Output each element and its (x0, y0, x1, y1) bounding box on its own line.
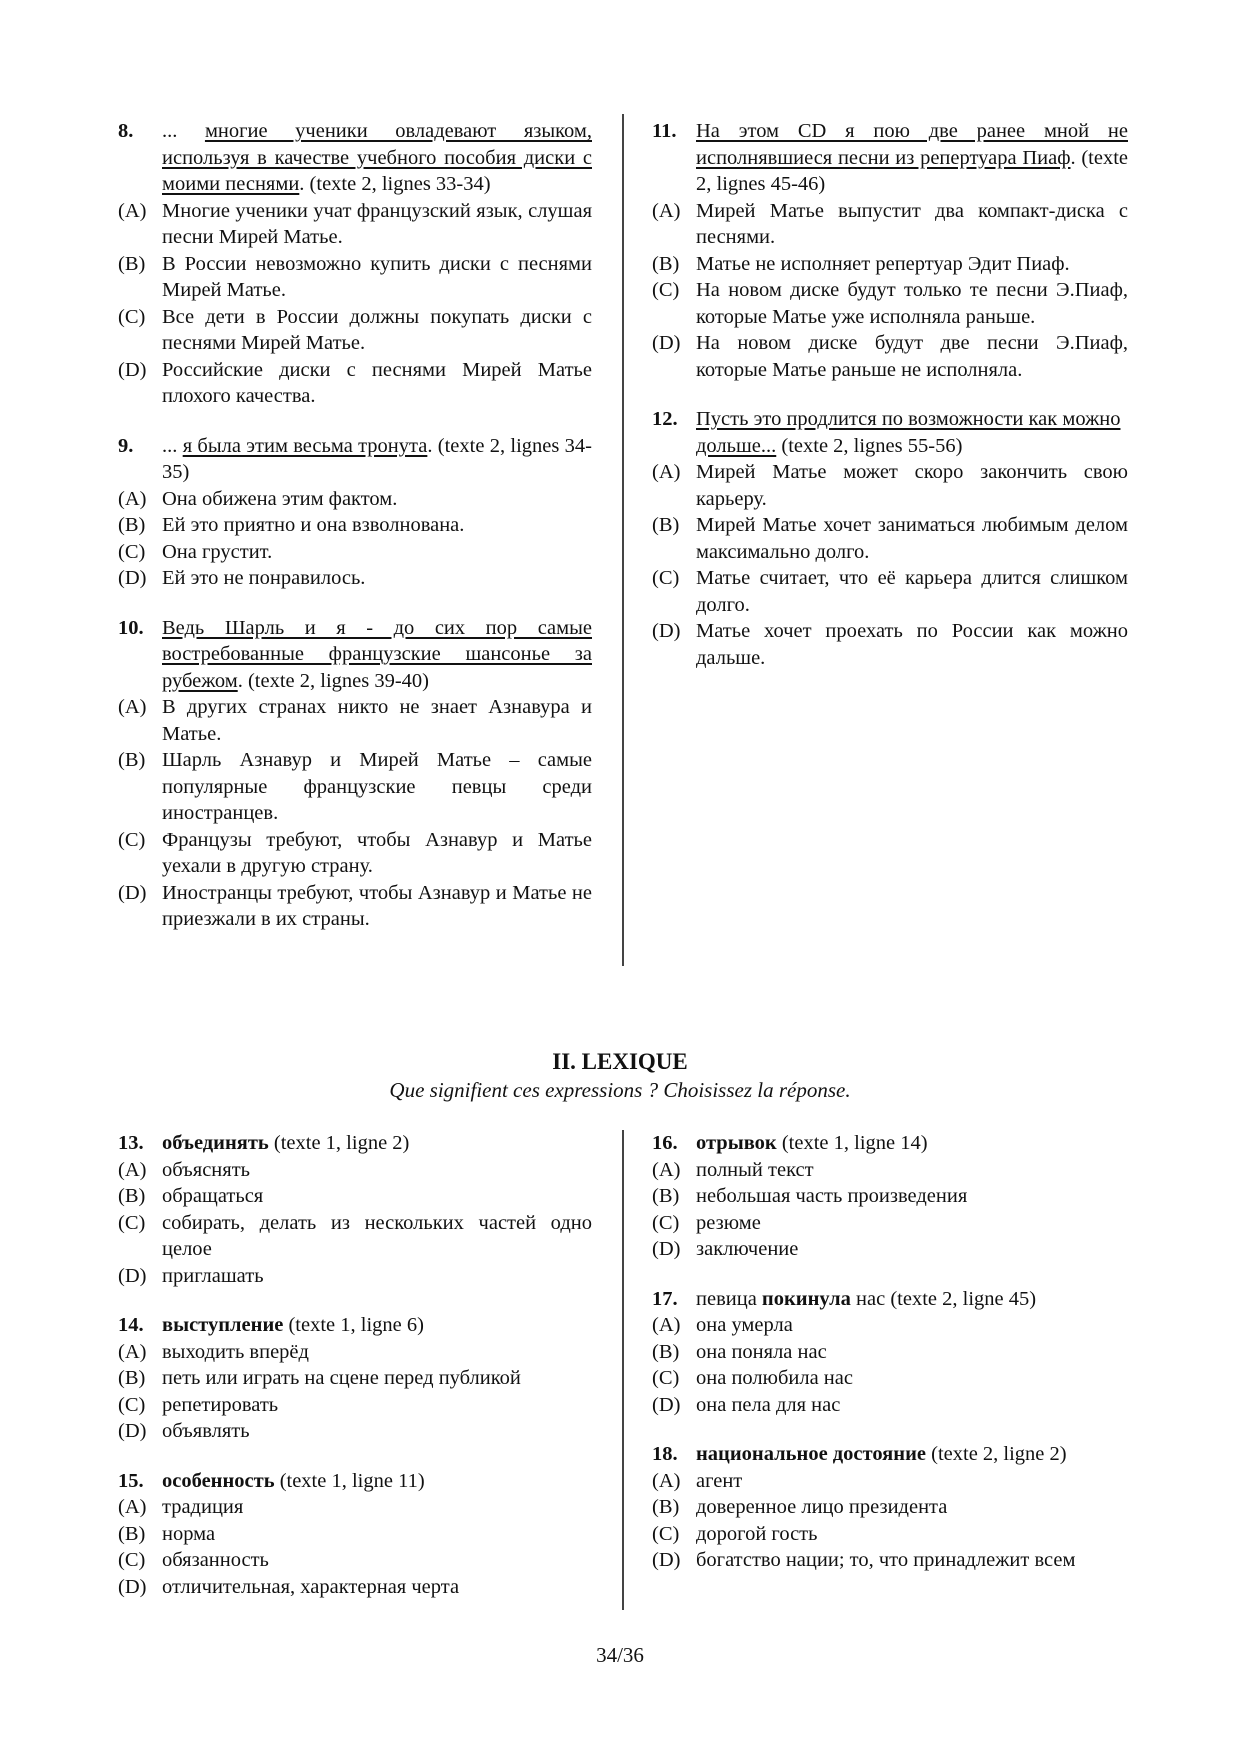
answer-option-a: (A) Мирей Матье выпустит два компакт-диска с песнями. (652, 199, 1128, 248)
answer-option-d: (D) Ей это не понравилось. (118, 567, 366, 589)
question-8: 8. ... многие ученики овладевают языком, используя в качестве учебного пособия диски с моими песнями. (texte 2, lignes 33-34) (A) Многие ученики учат французский язык, слушая песни Мирей Матье. (B) В России невозможно купить диски с песнями Мирей Матье. (C) Все дети в России должны покупать диски с песнями Мирей Матье. (D) Российские диски с песнями Мирей Матье плохого качества. (118, 118, 592, 410)
answer-option-d: (D) она пела для нас (652, 1393, 841, 1416)
part1-left-column (118, 118, 592, 956)
vocabulary-term: особенность (162, 1469, 275, 1492)
answer-option-b: (B) она поняла нас (652, 1340, 827, 1363)
question-9: 9. ... я была этим весьма тронута. (texte 2, lignes 34-35) (A) Она обижена этим фактом. (B) Ей это приятно и она взволнована. (C) Она грустит. (D) Ей это не понравилось. (118, 433, 592, 592)
answer-option-a: (A) она умерла (652, 1314, 793, 1336)
answer-option-a: (A) полный текст (652, 1158, 814, 1181)
column-divider (622, 1130, 624, 1610)
answer-option-a: (A) объяснять (118, 1158, 251, 1181)
question-number: 17. (652, 1287, 678, 1310)
question-13: 13. объединять (texte 1, ligne 2) (A) объяснять (B) обращаться (C) собирать, делать из нескольких частей одно целое (D) приглашать (118, 1130, 592, 1289)
section-instructions: Que signifient ces expressions ? Choisissez la réponse. (389, 1078, 851, 1102)
vocabulary-term: отрывок (696, 1132, 777, 1154)
answer-option-b: (B) Шарль Азнавур и Мирей Матье – самые популярные французские певцы среди иностранцев. (118, 749, 592, 824)
quoted-excerpt: многие ученики овладевают языком, используя в качестве учебного пособия диски с моими песнями (162, 120, 592, 195)
answer-option-b: (B) Ей это приятно и она взволнована. (118, 514, 465, 536)
answer-option-a: (A) В других странах никто не знает Азнавура и Матье. (118, 696, 592, 745)
vocabulary-term: национальное достояние (696, 1443, 926, 1465)
question-16: 16. отрывок (texte 1, ligne 14) (A) полный текст (B) небольшая часть произведения (C) резюме (D) заключение (652, 1130, 1128, 1263)
question-number: 15. (118, 1469, 144, 1492)
vocabulary-term: выступление (162, 1314, 284, 1336)
answer-option-c: (C) собирать, делать из нескольких частей одно целое (118, 1211, 592, 1260)
answer-option-b: (B) норма (118, 1522, 216, 1545)
answer-option-d: (D) объявлять (118, 1420, 250, 1442)
answer-option-d: (D) богатство нации; то, что принадлежит всем (652, 1549, 1076, 1571)
part2-left-column (118, 1130, 592, 1623)
vocabulary-term: покинула (761, 1287, 851, 1310)
section-title: II. LEXIQUE (552, 1049, 688, 1074)
question-number: 13. (118, 1132, 144, 1154)
part1-right-column (652, 118, 1128, 694)
question-number: 18. (652, 1443, 678, 1465)
vocabulary-term: объединять (162, 1132, 269, 1154)
answer-option-c: (C) Она грустит. (118, 540, 273, 563)
answer-option-b: (B) доверенное лицо президента (652, 1496, 948, 1518)
question-10: 10. Ведь Шарль и я - до сих пор самые востребованные французские шансонье за рубежом. (texte 2, lignes 39-40) (A) В других странах никто не знает Азнавура и Матье. (B) Шарль Азнавур и Мирей Матье – самые популярные французские певцы среди иностранцев. (C) Французы требуют, чтобы Азнавур и Матье уехали в другую страну. (D) Иностранцы требуют, чтобы Азнавур и Матье не приезжали в их страны. (118, 615, 592, 933)
question-18: 18. национальное достояние (texte 2, ligne 2) (A) агент (B) доверенное лицо президента (C) дорогой гость (D) богатство нации; то, что принадлежит всем (652, 1441, 1128, 1574)
part2-right-column (652, 1130, 1128, 1597)
question-number: 9. (118, 434, 134, 457)
answer-option-c: (C) она полюбила нас (652, 1367, 853, 1389)
answer-option-b: (B) Матье не исполняет репертуар Эдит Пиаф. (652, 252, 1070, 275)
answer-option-a: (A) выходить вперёд (118, 1340, 309, 1363)
question-number: 14. (118, 1314, 144, 1336)
question-17: 17. певица покинула нас (texte 2, ligne 45) (A) она умерла (B) она поняла нас (C) она полюбила нас (D) она пела для нас (652, 1286, 1128, 1419)
question-number: 10. (118, 616, 144, 639)
question-11: 11. На этом CD я пою две ранее мной не исполнявшиеся песни из репертуара Пиаф. (texte 2, lignes 45-46) (A) Мирей Матье выпустит два компакт-диска с песнями. (B) Матье не исполняет репертуар Эдит Пиаф. (C) На новом диске будут только те песни Э.Пиаф, которые Матье уже исполняла раньше. (D) На новом диске будут две песни Э.Пиаф, которые Матье раньше не исполняла. (652, 118, 1128, 383)
question-number: 8. (118, 120, 134, 142)
quoted-excerpt: На этом CD я пою две ранее мной не исполнявшиеся песни из репертуара Пиаф (696, 120, 1128, 169)
answer-option-a: (A) Она обижена этим фактом. (118, 487, 398, 510)
column-divider (622, 114, 624, 966)
answer-option-b: (B) Мирей Матье хочет заниматься любимым делом максимально долго. (652, 514, 1128, 563)
answer-option-d: (D) Матье хочет проехать по России как можно дальше. (652, 620, 1128, 669)
quoted-excerpt: я была этим весьма тронута (182, 434, 428, 457)
page-number: 34/36 (596, 1643, 644, 1667)
answer-option-c: (C) Французы требуют, чтобы Азнавур и Матье уехали в другую страну. (118, 828, 592, 877)
answer-option-d: (D) приглашать (118, 1264, 264, 1287)
question-15: 15. особенность (texte 1, ligne 11) (A) традиция (B) норма (C) обязанность (D) отличительная, характерная черта (118, 1468, 592, 1601)
question-12: 12. Пусть это продлится по возможности как можно дольше... (texte 2, lignes 55-56) (A) Мирей Матье может скоро закончить свою карьеру. (B) Мирей Матье хочет заниматься любимым делом максимально долго. (C) Матье считает, что её карьера длится слишком долго. (D) Матье хочет проехать по России как можно дальше. (652, 406, 1128, 671)
question-number: 16. (652, 1132, 678, 1154)
question-14: 14. выступление (texte 1, ligne 6) (A) выходить вперёд (B) петь или играть на сцене перед публикой (C) репетировать (D) объявлять (118, 1312, 592, 1445)
answer-option-c: (C) Все дети в России должны покупать диски с песнями Мирей Матье. (118, 305, 592, 354)
answer-option-d: (D) Российские диски с песнями Мирей Матье плохого качества. (118, 358, 592, 407)
answer-option-c: (C) обязанность (118, 1549, 269, 1571)
answer-option-c: (C) репетировать (118, 1393, 279, 1416)
answer-option-a: (A) Многие ученики учат французский язык, слушая песни Мирей Матье. (118, 199, 592, 248)
quoted-excerpt: Пусть это продлится по возможности как можно дольше... (696, 408, 1121, 457)
answer-option-b: (B) обращаться (118, 1185, 264, 1207)
answer-option-d: (D) отличительная, характерная черта (118, 1575, 460, 1598)
answer-option-d: (D) заключение (652, 1238, 799, 1260)
answer-option-a: (A) традиция (118, 1496, 244, 1518)
answer-option-d: (D) На новом диске будут две песни Э.Пиаф, которые Матье раньше не исполняла. (652, 332, 1128, 381)
question-number: 11. (652, 120, 677, 142)
answer-option-c: (C) дорогой гость (652, 1522, 818, 1545)
answer-option-a: (A) Мирей Матье может скоро закончить свою карьеру. (652, 461, 1128, 510)
question-number: 12. (652, 408, 678, 430)
answer-option-c: (C) резюме (652, 1211, 761, 1234)
answer-option-b: (B) В России невозможно купить диски с песнями Мирей Матье. (118, 252, 592, 301)
answer-option-b: (B) небольшая часть произведения (652, 1185, 968, 1207)
answer-option-c: (C) Матье считает, что её карьера длится слишком долго. (652, 567, 1128, 616)
answer-option-d: (D) Иностранцы требуют, чтобы Азнавур и Матье не приезжали в их страны. (118, 881, 592, 930)
answer-option-c: (C) На новом диске будут только те песни Э.Пиаф, которые Матье уже исполняла раньше. (652, 279, 1128, 328)
answer-option-a: (A) агент (652, 1469, 743, 1492)
answer-option-b: (B) петь или играть на сцене перед публикой (118, 1367, 521, 1389)
quoted-excerpt: Ведь Шарль и я - до сих пор самые востребованные французские шансонье за рубежом (162, 616, 592, 692)
